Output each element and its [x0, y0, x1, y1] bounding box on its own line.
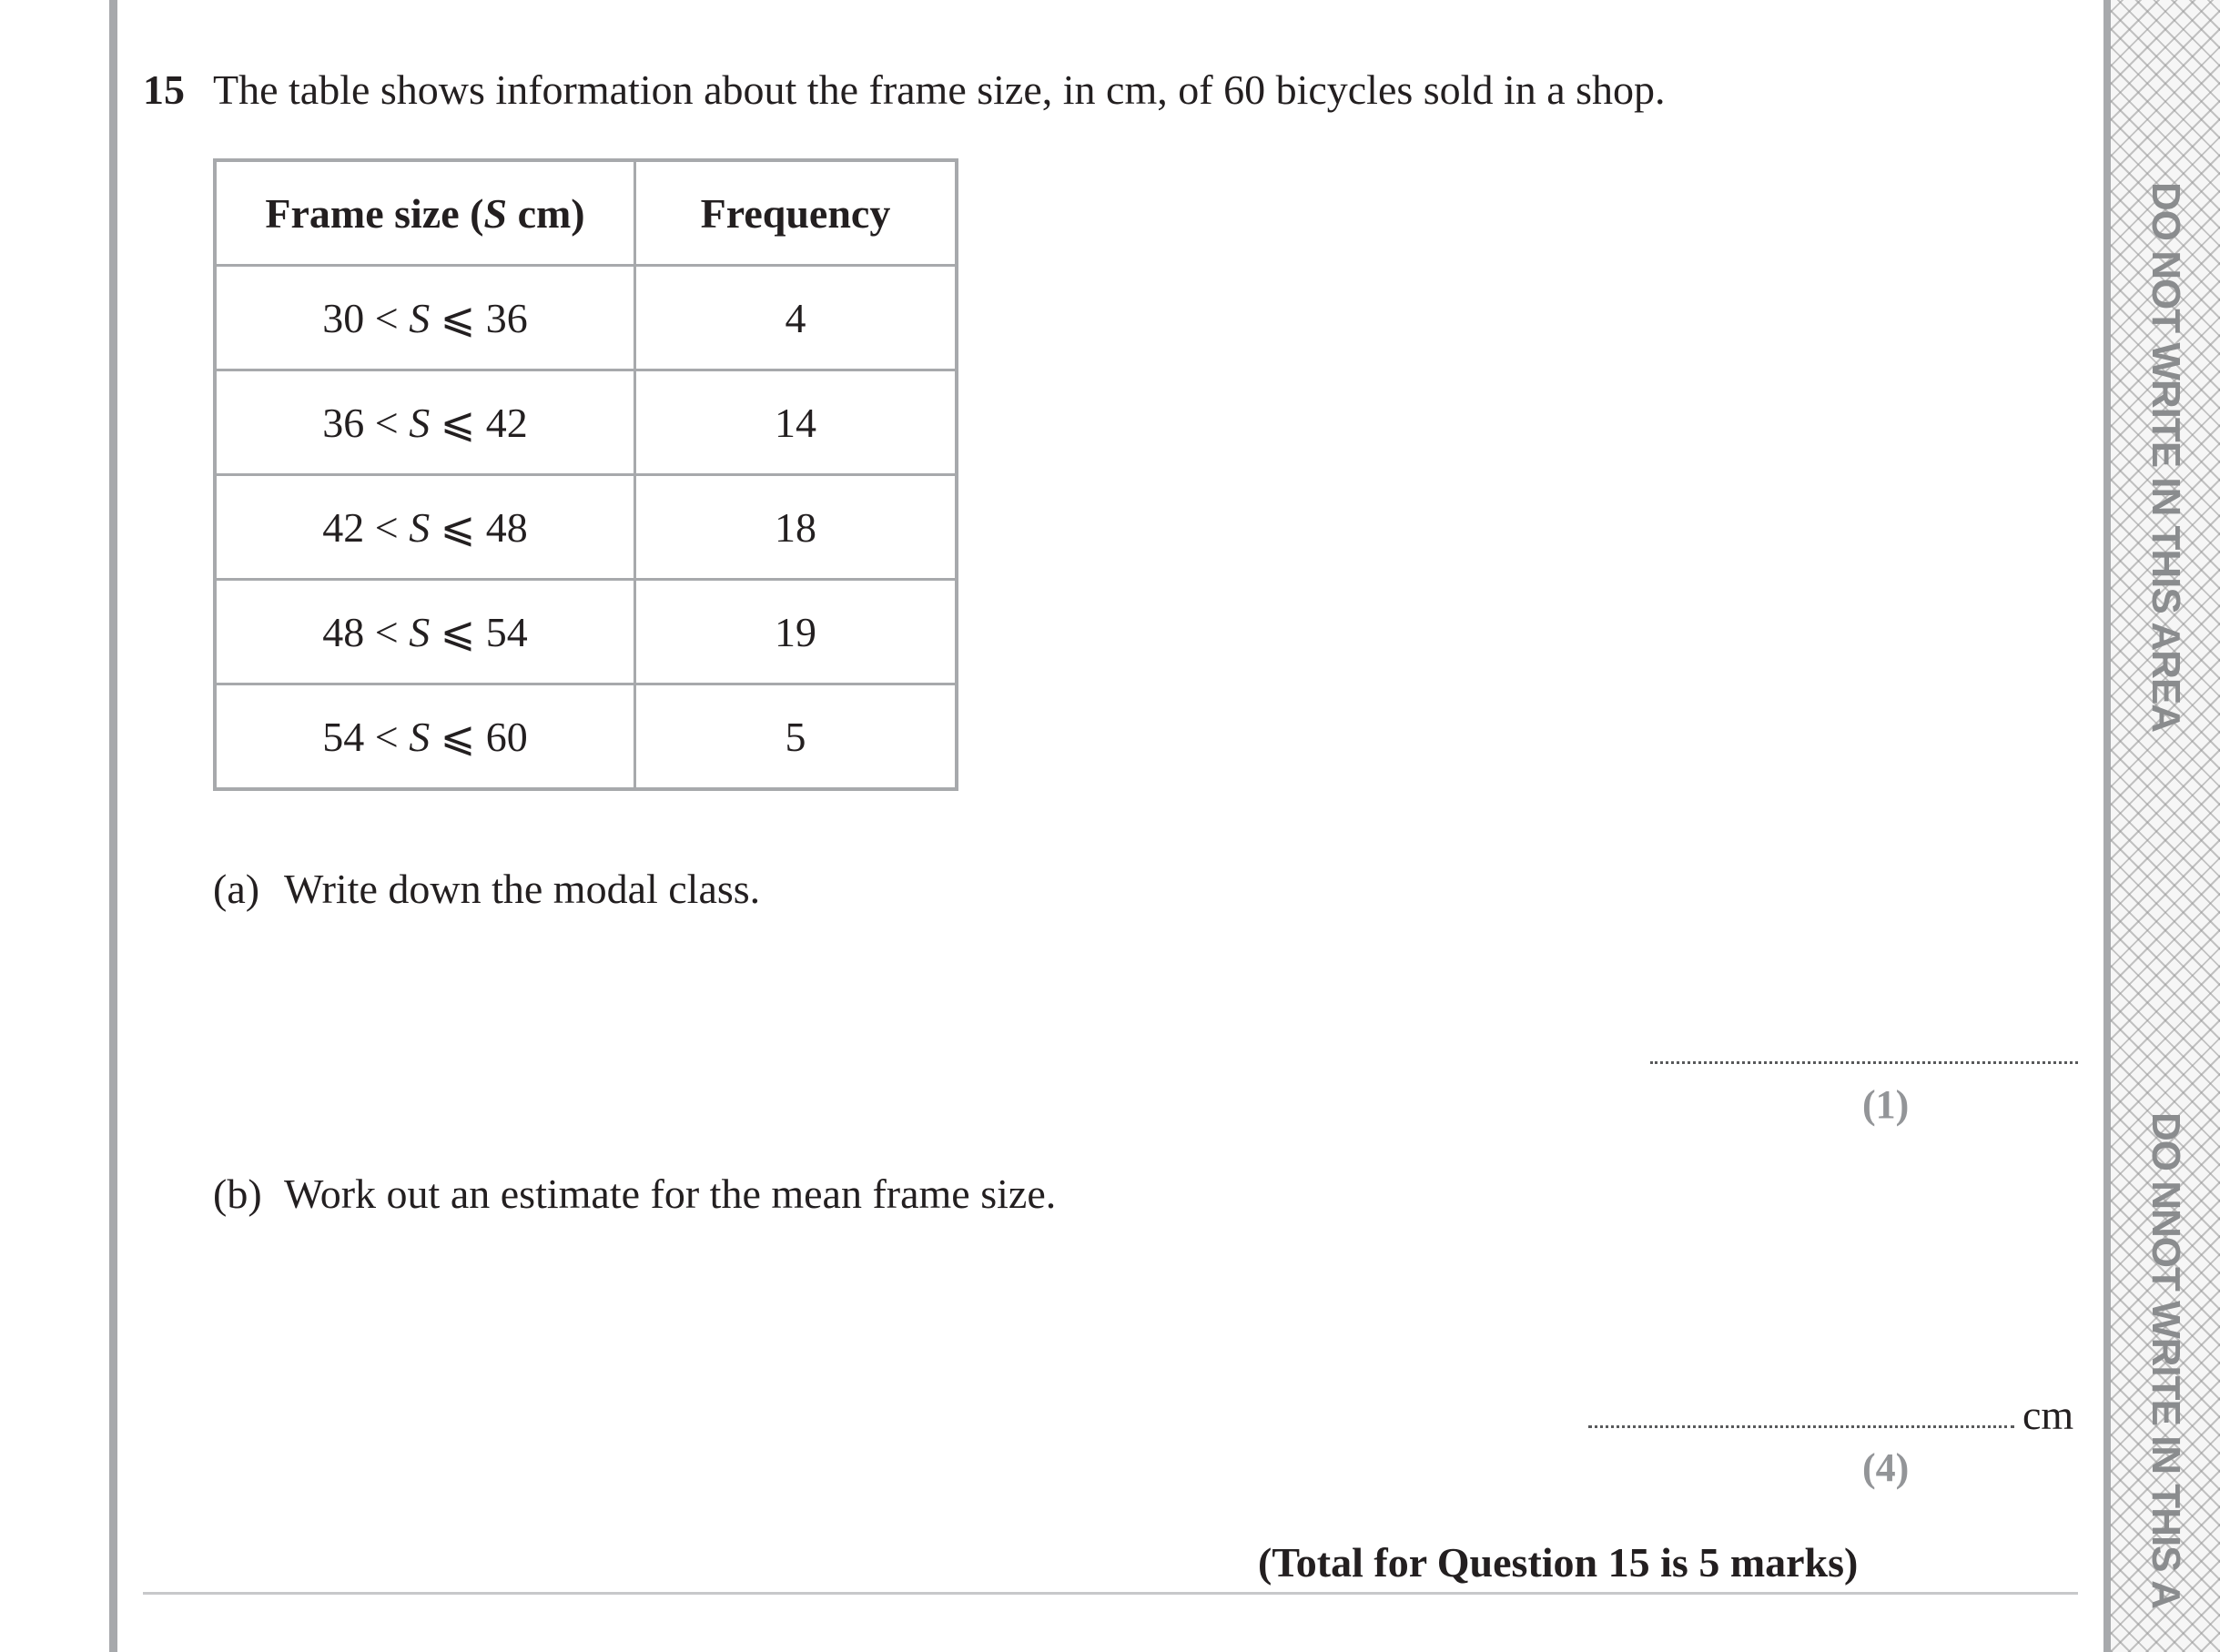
question-bottom-rule [143, 1592, 2078, 1595]
part-b-marks: (4) [1862, 1445, 1910, 1490]
frequency-cell: 19 [635, 580, 958, 684]
class-interval-cell: 42 < S ⩽ 48 [215, 475, 635, 580]
question-stem: The table shows information about the frame size, in cm, of 60 bicycles sold in a shop. [213, 66, 1666, 113]
table-row [215, 370, 957, 475]
frequency-cell: 4 [635, 266, 958, 370]
header-frame-size: Frame size (S cm) [215, 160, 635, 266]
table-row [215, 475, 957, 580]
part-b-unit: cm [2022, 1392, 2074, 1438]
class-interval-cell: 54 < S ⩽ 60 [215, 684, 635, 790]
part-b-text: Work out an estimate for the mean frame size. [284, 1171, 1057, 1217]
table-row [215, 684, 957, 790]
table-row [215, 580, 957, 684]
part-a-marks: (1) [1862, 1082, 1910, 1127]
frequency-cell: 14 [635, 370, 958, 475]
table-row [215, 266, 957, 370]
frequency-cell: 18 [635, 475, 958, 580]
question-total: (Total for Question 15 is 5 marks) [1258, 1539, 1859, 1586]
frequency-table [213, 158, 958, 791]
question-number: 15 [143, 66, 185, 113]
frequency-cell: 5 [635, 684, 958, 790]
class-interval-cell: 36 < S ⩽ 42 [215, 370, 635, 475]
part-b-answer-line[interactable] [1588, 1425, 2014, 1428]
page-right-border [2103, 0, 2111, 1652]
margin-warning-lower: DO NNOT WRITE IN THIS A [2144, 1112, 2188, 1608]
part-a-label: (a) [213, 866, 260, 912]
part-a [213, 865, 760, 913]
class-interval-cell: 30 < S ⩽ 36 [215, 266, 635, 370]
table-body [215, 266, 957, 790]
margin-warning-upper: DO NOT WRITE IN THIS AREA [2144, 182, 2188, 733]
header-frequency: Frequency [635, 160, 958, 266]
part-a-text: Write down the modal class. [284, 866, 761, 912]
page-left-border [109, 0, 117, 1652]
part-a-answer-line[interactable] [1650, 1061, 2078, 1064]
table-header-row [215, 160, 957, 266]
class-interval-cell: 48 < S ⩽ 54 [215, 580, 635, 684]
part-b-label: (b) [213, 1171, 262, 1217]
part-b [213, 1170, 1056, 1218]
